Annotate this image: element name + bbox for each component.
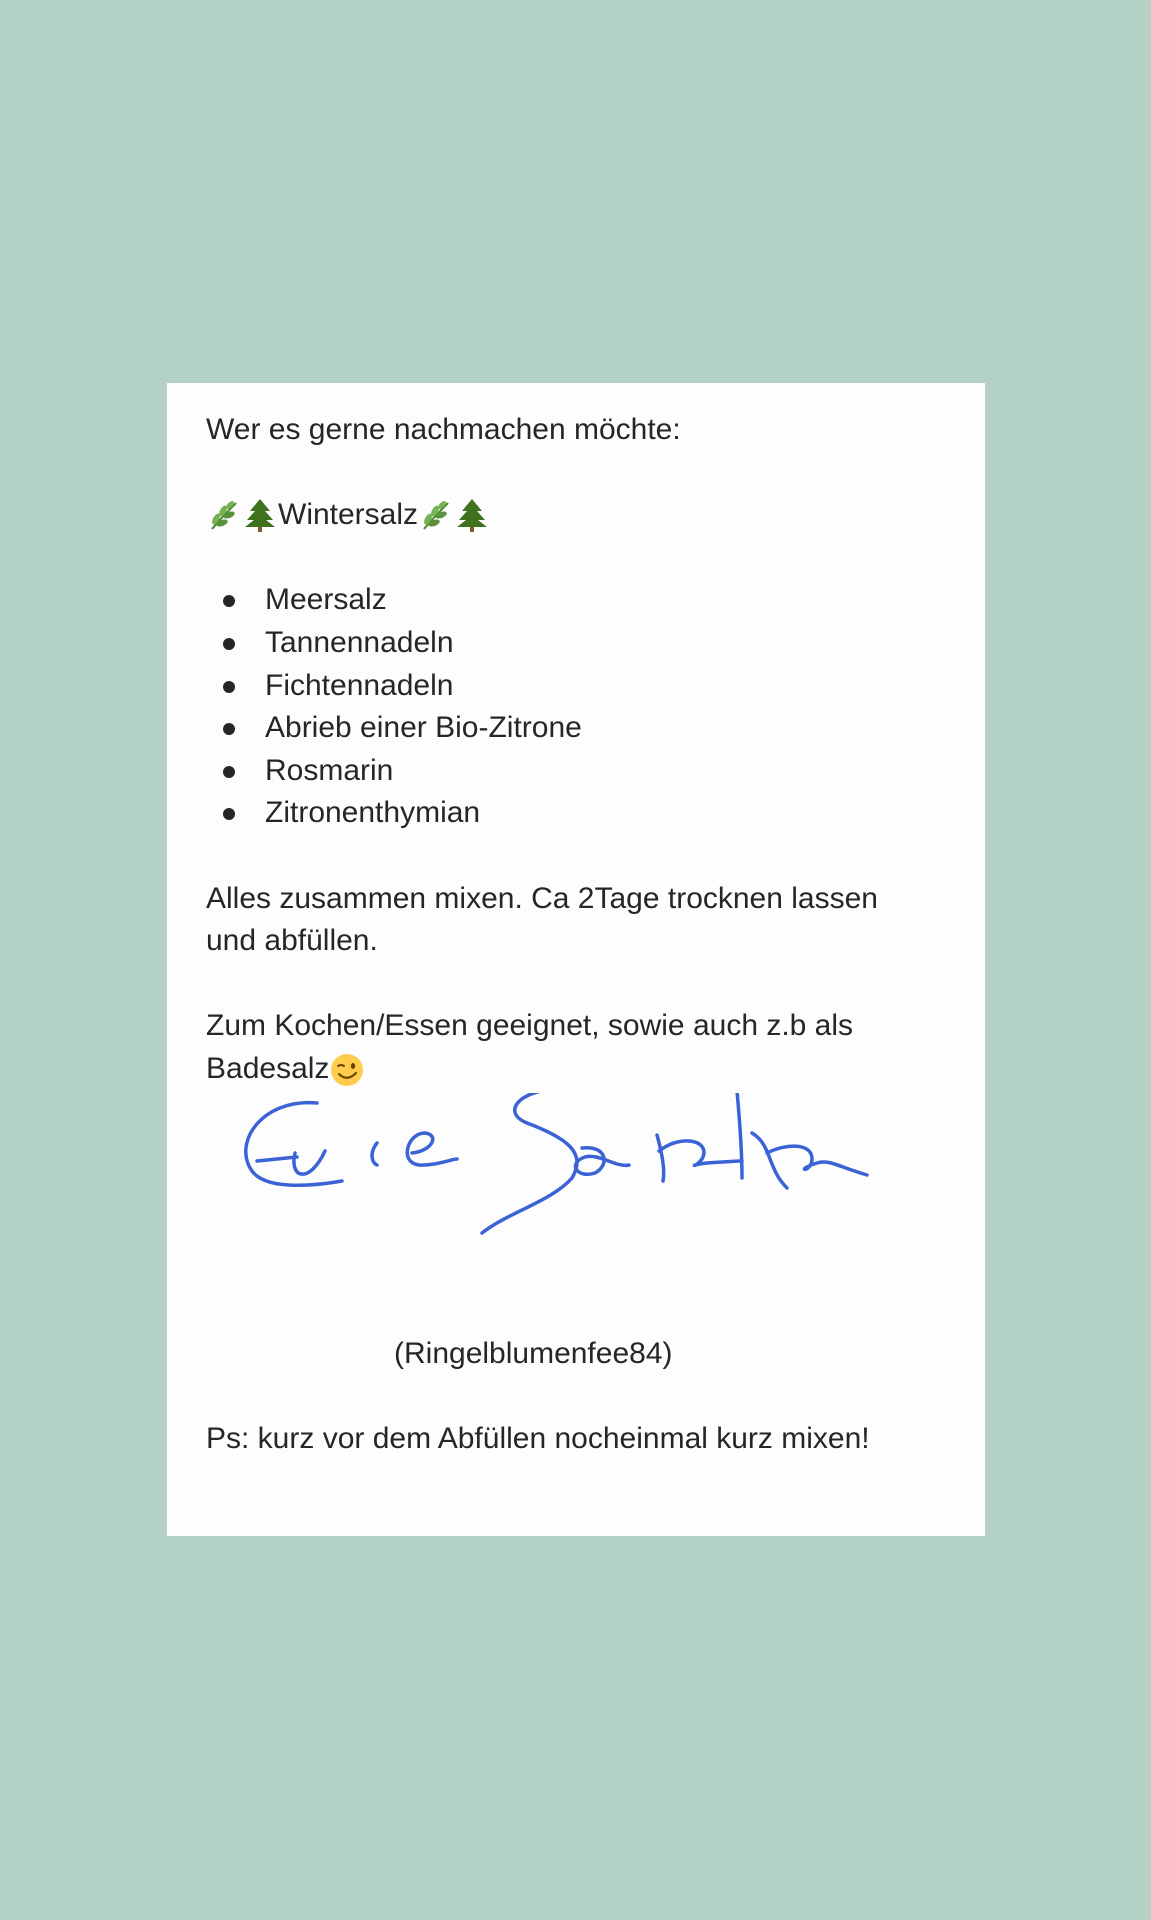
handwritten-signature bbox=[167, 1093, 985, 1243]
list-item: Rosmarin bbox=[206, 750, 966, 793]
spacer bbox=[206, 963, 966, 1006]
list-item: Meersalz bbox=[206, 579, 966, 622]
alias-text: (Ringelblumenfee84) bbox=[394, 1337, 673, 1370]
usage-line-1: Zum Kochen/Essen geeignet, sowie auch z.b als bbox=[206, 1009, 854, 1043]
bullet-icon bbox=[223, 595, 235, 607]
instructions-line-2: und abfüllen. bbox=[206, 924, 378, 958]
herb-icon bbox=[418, 497, 454, 533]
ingredient-list bbox=[206, 579, 966, 835]
list-item: Tannennadeln bbox=[206, 622, 966, 665]
intro-text: Wer es gerne nachmachen möchte: bbox=[206, 413, 681, 446]
bullet-icon bbox=[223, 766, 235, 778]
list-item: Zitronenthymian bbox=[206, 792, 966, 835]
evergreen-tree-icon bbox=[454, 497, 490, 533]
postscript-text: Ps: kurz vor dem Abfüllen nocheinmal kurz mixen! bbox=[206, 1422, 870, 1455]
list-item: Abrieb einer Bio-Zitrone bbox=[206, 707, 966, 750]
list-item: Fichtennadeln bbox=[206, 665, 966, 708]
recipe-title: Wintersalz bbox=[278, 498, 419, 532]
spacer bbox=[206, 835, 966, 878]
bullet-icon bbox=[223, 638, 235, 650]
spacer bbox=[206, 452, 966, 495]
spacer bbox=[206, 537, 966, 580]
instructions-line-1: Alles zusammen mixen. Ca 2Tage trocknen lassen bbox=[206, 881, 878, 915]
bullet-icon bbox=[223, 681, 235, 693]
note-card bbox=[167, 383, 985, 1536]
winking-face-icon bbox=[329, 1052, 365, 1088]
usage-line-2: Badesalz bbox=[206, 1048, 966, 1091]
note-content bbox=[206, 383, 966, 1091]
recipe-heading bbox=[206, 494, 966, 537]
evergreen-tree-icon bbox=[242, 497, 278, 533]
bullet-icon bbox=[223, 723, 235, 735]
herb-icon bbox=[206, 497, 242, 533]
bullet-icon bbox=[223, 808, 235, 820]
